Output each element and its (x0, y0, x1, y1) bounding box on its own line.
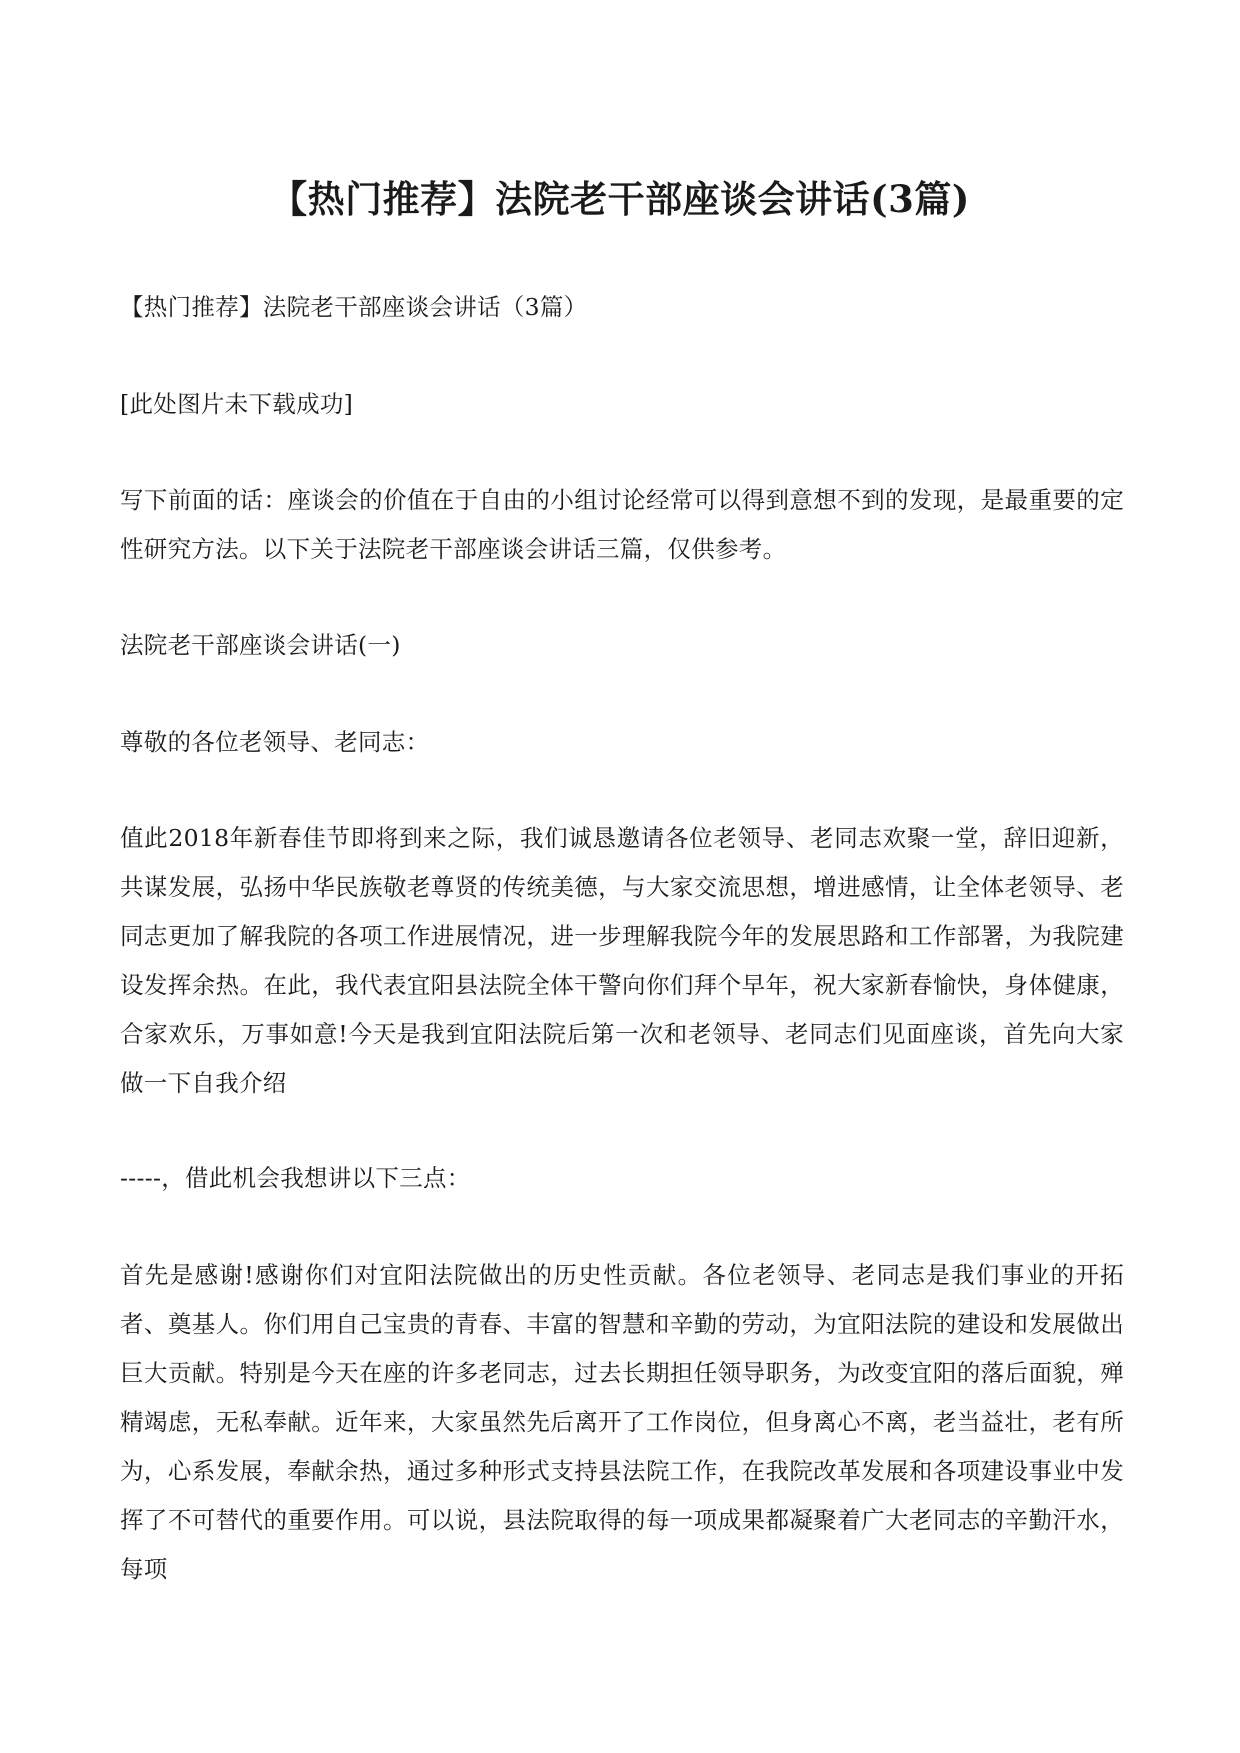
document-title: 【热门推荐】法院老干部座谈会讲话(3篇) (270, 176, 970, 221)
body-paragraph-2: 首先是感谢!感谢你们对宜阳法院做出的历史性贡献。各位老领导、老同志是我们事业的开拓者、奠基人。你们用自己宝贵的青春、丰富的智慧和辛勤的劳动，为宜阳法院的建设和发展做出巨大贡献。特别是今天在座的许多老同志，过去长期担任领导职务，为改变宜阳的落后面貌，殚精竭虑，无私奉献。近年来，大家虽然先后离开了工作岗位，但身离心不离，老当益壮，老有所为，心系发展，奉献余热，通过多种形式支持县法院工作，在我院改革发展和各项建设事业中发挥了不可替代的重要作用。可以说，县法院取得的每一项成果都凝聚着广大老同志的辛勤汗水，每项 (120, 1261, 1124, 1583)
document-subtitle: 【热门推荐】法院老干部座谈会讲话（3篇） (120, 293, 588, 321)
image-placeholder-note: [此处图片未下载成功] (120, 390, 354, 418)
intro-paragraph: 写下前面的话：座谈会的价值在于自由的小组讨论经常可以得到意想不到的发现，是最重要的定性研究方法。以下关于法院老干部座谈会讲话三篇，仅供参考。 (120, 486, 1124, 563)
transition-line: -----，借此机会我想讲以下三点： (120, 1164, 471, 1192)
section-heading: 法院老干部座谈会讲话(一) (120, 631, 401, 659)
body-paragraph-1: 值此2018年新春佳节即将到来之际，我们诚恳邀请各位老领导、老同志欢聚一堂，辞旧迎新，共谋发展，弘扬中华民族敬老尊贤的传统美德，与大家交流思想，增进感情，让全体老领导、老同志更加了解我院的各项工作进展情况，进一步理解我院今年的发展思路和工作部署，为我院建设发挥余热。在此，我代表宜阳县法院全体干警向你们拜个早年，祝大家新春愉快，身体健康，合家欢乐，万事如意!今天是我到宜阳法院后第一次和老领导、老同志们见面座谈，首先向大家做一下自我介绍 (120, 824, 1124, 1097)
greeting-line: 尊敬的各位老领导、老同志： (120, 728, 430, 756)
